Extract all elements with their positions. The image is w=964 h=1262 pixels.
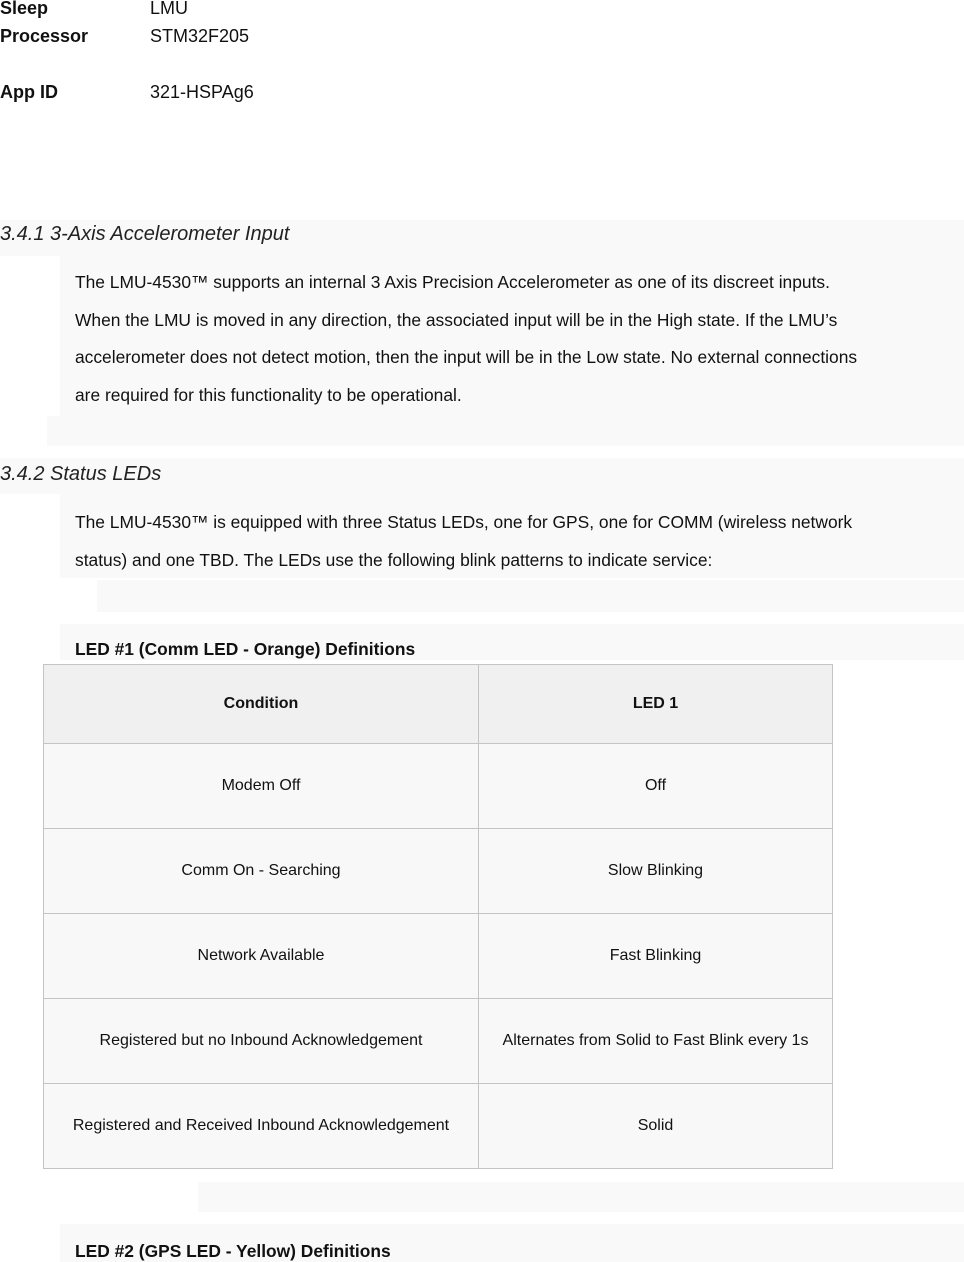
field-value: 321-HSPAg6 bbox=[150, 82, 254, 102]
paragraph-line: are required for this functionality to be operational. bbox=[75, 384, 462, 405]
field-value: STM32F205 bbox=[150, 26, 250, 46]
table-row bbox=[44, 829, 833, 914]
field-value: LMU bbox=[150, 0, 189, 18]
led-state-cell: Slow Blinking bbox=[479, 829, 833, 914]
table-header-row bbox=[44, 665, 833, 744]
section-title-status-leds: 3.4.2 Status LEDs bbox=[0, 463, 162, 485]
paragraph-accelerometer bbox=[75, 264, 964, 414]
field-label: Sleep bbox=[0, 0, 49, 18]
column-header-condition: Condition bbox=[44, 665, 479, 744]
table-row bbox=[44, 999, 833, 1084]
column-header-led1: LED 1 bbox=[479, 665, 833, 744]
led2-table-title: LED #2 (GPS LED - Yellow) Definitions bbox=[75, 1241, 391, 1261]
condition-cell: Comm On - Searching bbox=[44, 829, 479, 914]
condition-cell: Registered but no Inbound Acknowledgement bbox=[44, 999, 479, 1084]
led-state-cell: Alternates from Solid to Fast Blink every 1s bbox=[479, 999, 833, 1084]
paragraph-line: The LMU-4530™ supports an internal 3 Axis Precision Accelerometer as one of its discreet inputs. bbox=[75, 272, 830, 292]
paragraph-line: accelerometer does not detect motion, then the input will be in the Low state. No external connections bbox=[75, 347, 858, 367]
paragraph-line: status) and one TBD. The LEDs use the following blink patterns to indicate service: bbox=[75, 549, 713, 570]
condition-cell: Network Available bbox=[44, 914, 479, 999]
condition-cell: Modem Off bbox=[44, 744, 479, 829]
paragraph-line: The LMU-4530™ is equipped with three Status LEDs, one for GPS, one for COMM (wireless network bbox=[75, 512, 853, 532]
paragraph-status-leds bbox=[75, 504, 964, 579]
table-row bbox=[44, 914, 833, 999]
led-state-cell: Off bbox=[479, 744, 833, 829]
table-row bbox=[44, 744, 833, 829]
table-row bbox=[44, 1084, 833, 1169]
field-label: App ID bbox=[0, 82, 58, 102]
background-band bbox=[97, 580, 964, 612]
led1-definitions-table bbox=[43, 664, 833, 1169]
field-label: Processor bbox=[0, 26, 89, 46]
led-state-cell: Solid bbox=[479, 1084, 833, 1169]
condition-cell: Registered and Received Inbound Acknowledgement bbox=[44, 1084, 479, 1169]
led-state-cell: Fast Blinking bbox=[479, 914, 833, 999]
background-band bbox=[198, 1182, 964, 1212]
led1-table-title: LED #1 (Comm LED - Orange) Definitions bbox=[75, 639, 416, 659]
section-title-accelerometer: 3.4.1 3-Axis Accelerometer Input bbox=[0, 223, 290, 245]
background-band bbox=[47, 416, 964, 446]
paragraph-line: When the LMU is moved in any direction, the associated input will be in the High state. If the LMU’s bbox=[75, 309, 838, 330]
